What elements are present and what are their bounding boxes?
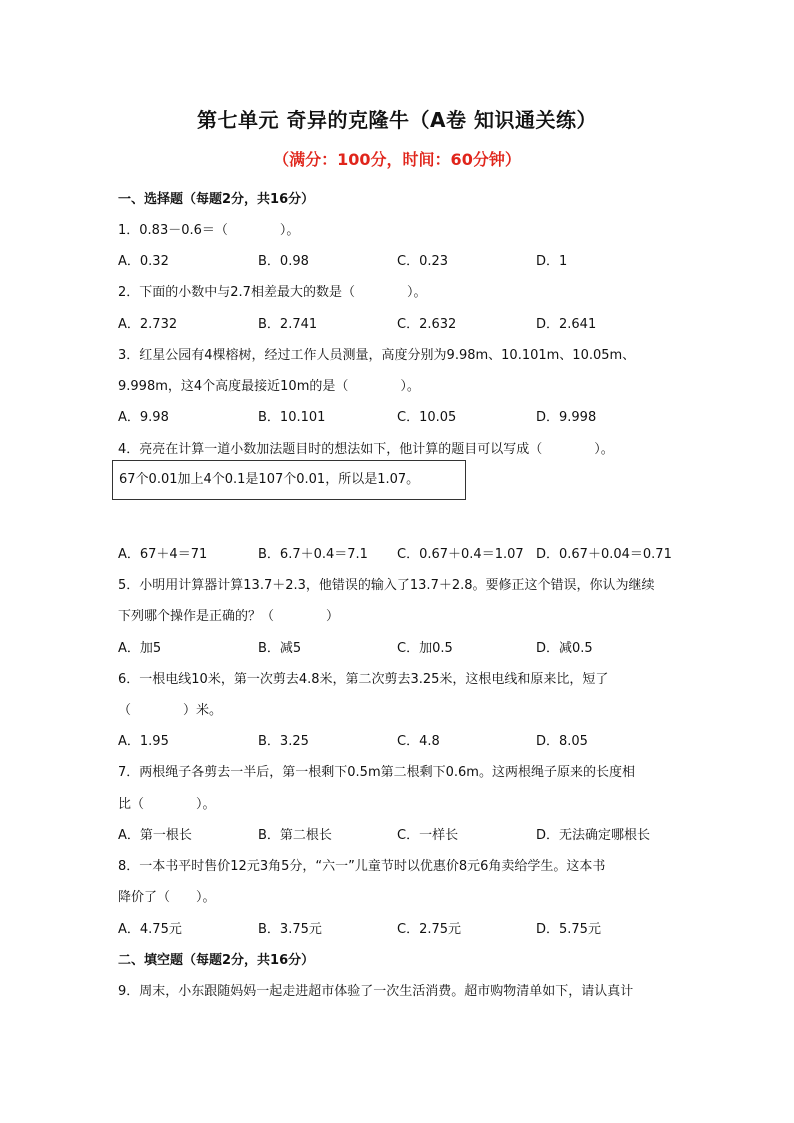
option-b: B．第二根长 [258,828,332,843]
option-d: D．2.641 [536,317,597,332]
option-b: B．0.98 [258,254,309,269]
option-c: C．0.23 [397,254,449,269]
section-heading-choice: 一、选择题（每题2分，共16分） [118,192,315,207]
question-6-line-1: 6．一根电线10米，第一次剪去4.8米，第二次剪去3.25米，这根电线和原来比，短了 [118,672,609,687]
question-1: 1．0.83－0.6＝（ ）。 [118,223,300,238]
option-d: D．5.75元 [536,922,601,937]
question-5-line-2: 下列哪个操作是正确的？（ ） [118,609,340,624]
question-9: 9．周末，小东跟随妈妈一起走进超市体验了一次生活消费。超市购物清单如下，请认真计 [118,984,634,999]
option-d: D．9.998 [536,410,597,425]
option-b: B．2.741 [258,317,318,332]
section-heading-fill-in: 二、填空题（每题2分，共16分） [118,953,315,968]
question-7-line-1: 7．两根绳子各剪去一半后，第一根剩下0.5m第二根剩下0.6m。这两根绳子原来的长度相 [118,765,635,780]
option-d: D．减0.5 [536,641,593,656]
question-7-line-2: 比（ ）。 [118,797,216,812]
option-b: B．3.75元 [258,922,322,937]
question-3-line-2: 9.998m，这4个高度最接近10m的是（ ）。 [118,379,420,394]
option-a: A．2.732 [118,317,178,332]
option-a: A．67＋4＝71 [118,547,208,562]
option-c: C．2.75元 [397,922,462,937]
option-c: C．2.632 [397,317,457,332]
option-b: B．10.101 [258,410,326,425]
page-title: 第七单元 奇异的克隆牛（A卷 知识通关练） [197,108,597,132]
option-a: A．第一根长 [118,828,192,843]
option-b: B．6.7＋0.4＝7.1 [258,547,368,562]
question-2: 2．下面的小数中与2.7相差最大的数是（ ）。 [118,285,427,300]
option-b: B．减5 [258,641,302,656]
question-8-line-1: 8．一本书平时售价12元3角5分，“六一”儿童节时以优惠价8元6角卖给学生。这本书 [118,859,606,874]
thought-box: 67个0.01加上4个0.1是107个0.01，所以是1.07。 [112,460,466,500]
option-d: D．无法确定哪根长 [536,828,651,843]
option-a: A．9.98 [118,410,169,425]
option-d: D．8.05 [536,734,588,749]
option-c: C．0.67＋0.4＝1.07 [397,547,524,562]
option-a: A．0.32 [118,254,169,269]
question-8-line-2: 降价了（ ）。 [118,890,216,905]
option-c: C．4.8 [397,734,440,749]
option-a: A．加5 [118,641,162,656]
option-c: C．10.05 [397,410,457,425]
question-4: 4．亮亮在计算一道小数加法题目时的想法如下，他计算的题目可以写成（ ）。 [118,442,614,457]
page-subtitle: （满分：100分，时间：60分钟） [273,150,521,169]
question-5-line-1: 5．小明用计算器计算13.7＋2.3，他错误的输入了13.7＋2.8。要修正这个错误，你认为继续 [118,578,655,593]
option-c: C．加0.5 [397,641,453,656]
option-a: A．1.95 [118,734,169,749]
question-3-line-1: 3．红星公园有4棵榕树，经过工作人员测量，高度分别为9.98m、10.101m、10.05m、 [118,348,636,363]
option-d: D．0.67＋0.04＝0.71 [536,547,672,562]
option-b: B．3.25 [258,734,309,749]
question-6-line-2: （ ）米。 [118,703,223,718]
option-d: D．1 [536,254,568,269]
option-c: C．一样长 [397,828,459,843]
option-a: A．4.75元 [118,922,182,937]
